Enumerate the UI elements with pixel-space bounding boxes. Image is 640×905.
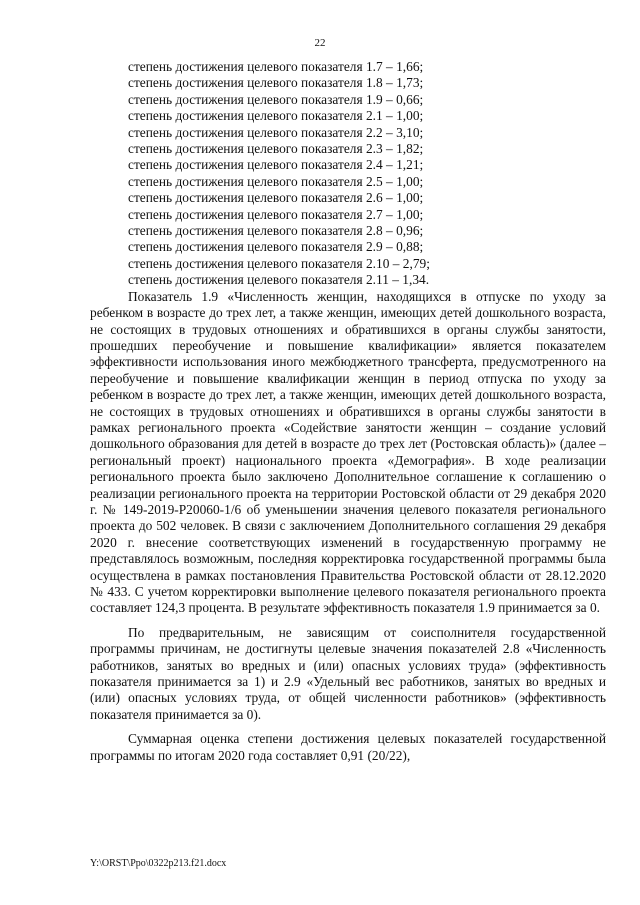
list-item: степень достижения целевого показателя 2.4 – 1,21; — [128, 157, 424, 173]
achievement-list — [90, 59, 606, 289]
paragraph-summary-assessment: Суммарная оценка степени достижения целевых показателей государственной программы по итогам 2020 года составляет 0,91 (20/22), — [90, 731, 606, 763]
list-item: степень достижения целевого показателя 1.9 – 0,66; — [128, 91, 424, 107]
list-item: степень достижения целевого показателя 2.2 – 3,10; — [128, 124, 424, 140]
list-item: степень достижения целевого показателя 2.1 – 1,00; — [128, 108, 424, 124]
list-item: степень достижения целевого показателя 2.11 – 1,34. — [128, 272, 430, 288]
list-item: степень достижения целевого показателя 2.10 – 2,79; — [128, 255, 430, 271]
list-item: степень достижения целевого показателя 2.5 – 1,00; — [128, 173, 424, 189]
page-number: 22 — [314, 37, 326, 49]
footer-file-path: Y:\ORST\Ppo\0322p213.f21.docx — [90, 858, 227, 869]
list-item: степень достижения целевого показателя 2.6 – 1,00; — [128, 190, 424, 206]
list-item: степень достижения целевого показателя 1.8 – 1,73; — [128, 75, 424, 91]
list-item: степень достижения целевого показателя 2.9 – 0,88; — [128, 239, 424, 255]
paragraph-unmet-indicators: По предварительным, не зависящим от соисполнителя государственной программы причинам, не достигнуты целевые значения показателей 2.8 «Численность работников, занятых во вредных и (или) опасных условиях труда» (эффективность показателя принимается за 1) и 2.9 «Удельный вес работников, занятых во вредных и (или) опасных условиях труда, от общей численности работников» (эффективность показателя принимается за 0). — [90, 624, 606, 722]
list-item: степень достижения целевого показателя 2.7 – 1,00; — [128, 206, 424, 222]
list-item: степень достижения целевого показателя 2.8 – 0,96; — [128, 223, 424, 239]
paragraph-indicator-1-9: Показатель 1.9 «Численность женщин, находящихся в отпуске по уходу за ребенком в возрасте до трех лет, а также женщин, имеющих детей дошкольного возраста, не состоящих в трудовых отношениях и обратившихся в органы службы занятости, прошедших переобучение и повышение квалификации» является показателем эффективности использования иного межбюджетного трансферта, предусмотренного на переобучение и повышение квалификации женщин в период отпуска по уходу за ребенком в возрасте до трех лет, а также женщин, имеющих детей дошкольного возраста, не состоящих в трудовых отношениях и обратившихся в органы службы занятости в рамках регионального проекта «Содействие занятости женщин – создание условий дошкольного образования для детей в возрасте до трех лет (Ростовская область)» (далее – региональный проект) национального проекта «Демография». В ходе реализации регионального проекта было заключено Дополнительное соглашение к соглашению о реализации регионального проекта на территории Ростовской области от 29 декабря 2020 г. № 149-2019-P20060-1/6 об уменьшении значения целевого показателя регионального проекта до 502 человек. В связи с заключением Дополнительного соглашения 29 декабря 2020 г. внесение соответствующих изменений в государственную программу не представлялось возможным, последняя корректировка государственной программы была осуществлена в рамках постановления Правительства Ростовской области от 28.12.2020 № 433. С учетом корректировки выполнение целевого показателя регионального проекта составляет 124,3 процента. В результате эффективность показателя 1.9 принимается за 0. — [90, 288, 606, 616]
document-body — [90, 59, 606, 764]
list-item: степень достижения целевого показателя 2.3 – 1,82; — [128, 141, 424, 157]
list-item: степень достижения целевого показателя 1.7 – 1,66; — [128, 59, 424, 74]
